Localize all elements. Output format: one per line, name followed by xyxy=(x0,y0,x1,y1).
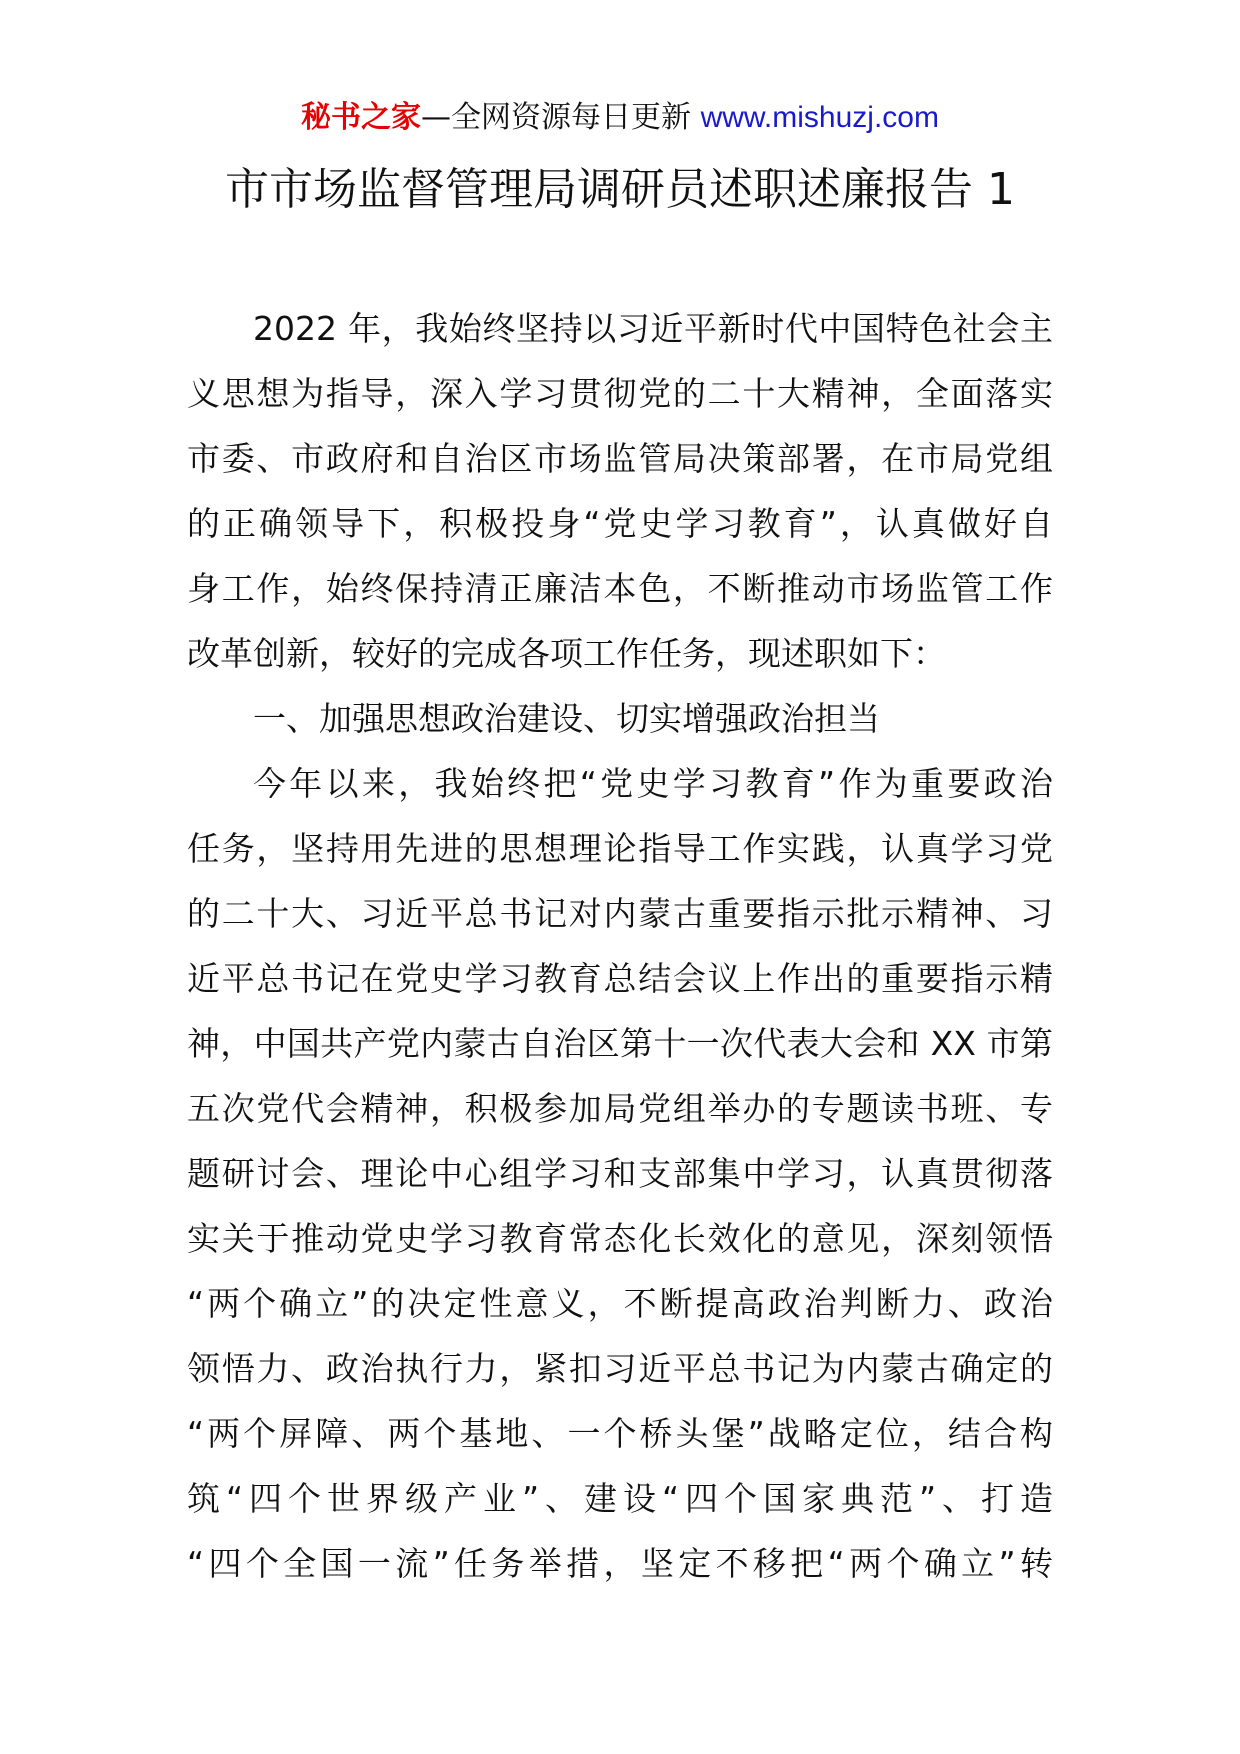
document-title: 市市场监督管理局调研员述职述廉报告 1 xyxy=(225,164,1015,215)
paragraph-line: 改革创新，较好的完成各项工作任务，现述职如下： xyxy=(187,634,946,673)
paragraph-line: 的二十大、习近平总书记对内蒙古重要指示批示精神、习 xyxy=(187,894,1053,933)
paragraph-line: “两个屏障、两个基地、一个桥头堡”战略定位，结合构 xyxy=(187,1414,1053,1453)
paragraph-line: 身工作，始终保持清正廉洁本色，不断推动市场监管工作 xyxy=(187,569,1053,608)
document-body xyxy=(187,296,1053,1596)
banner-tagline: —全网资源每日更新 xyxy=(421,100,692,135)
paragraph-line: 市委、市政府和自治区市场监管局决策部署，在市局党组 xyxy=(187,439,1053,478)
paragraph-line: 筑“四个世界级产业”、建设“四个国家典范”、打造 xyxy=(187,1479,1053,1518)
paragraph-line: “四个全国一流”任务举措，坚定不移把“两个确立”转 xyxy=(187,1544,1053,1583)
paragraph-line: 领悟力、政治执行力，紧扣习近平总书记为内蒙古确定的 xyxy=(187,1349,1053,1388)
paragraph-line: 任务，坚持用先进的思想理论指导工作实践，认真学习党 xyxy=(187,829,1053,868)
paragraph-line: 2022 年，我始终坚持以习近平新时代中国特色社会主 xyxy=(253,309,1053,348)
paragraph-line: 五次党代会精神，积极参加局党组举办的专题读书班、专 xyxy=(187,1089,1053,1128)
paragraph-line: 今年以来，我始终把“党史学习教育”作为重要政治 xyxy=(253,764,1053,803)
brand-name: 秘书之家 xyxy=(301,100,422,135)
paragraph-line: 近平总书记在党史学习教育总结会议上作出的重要指示精 xyxy=(187,959,1053,998)
paragraph-line: 实关于推动党史学习教育常态化长效化的意见，深刻领悟 xyxy=(187,1219,1053,1258)
paragraph-line: 题研讨会、理论中心组学习和支部集中学习，认真贯彻落 xyxy=(187,1154,1053,1193)
paragraph-line: 的正确领导下，积极投身“党史学习教育”，认真做好自 xyxy=(187,504,1053,543)
website-link[interactable]: www.mishuzj.com xyxy=(700,101,939,134)
paragraph-line: 神，中国共产党内蒙古自治区第十一次代表大会和 XX 市第 xyxy=(187,1024,1053,1063)
section-heading: 一、加强思想政治建设、切实增强政治担当 xyxy=(253,699,880,738)
paragraph-line: “两个确立”的决定性意义，不断提高政治判断力、政治 xyxy=(187,1284,1053,1323)
paragraph-line: 义思想为指导，深入学习贯彻党的二十大精神，全面落实 xyxy=(187,374,1053,413)
source-banner xyxy=(0,98,1240,138)
